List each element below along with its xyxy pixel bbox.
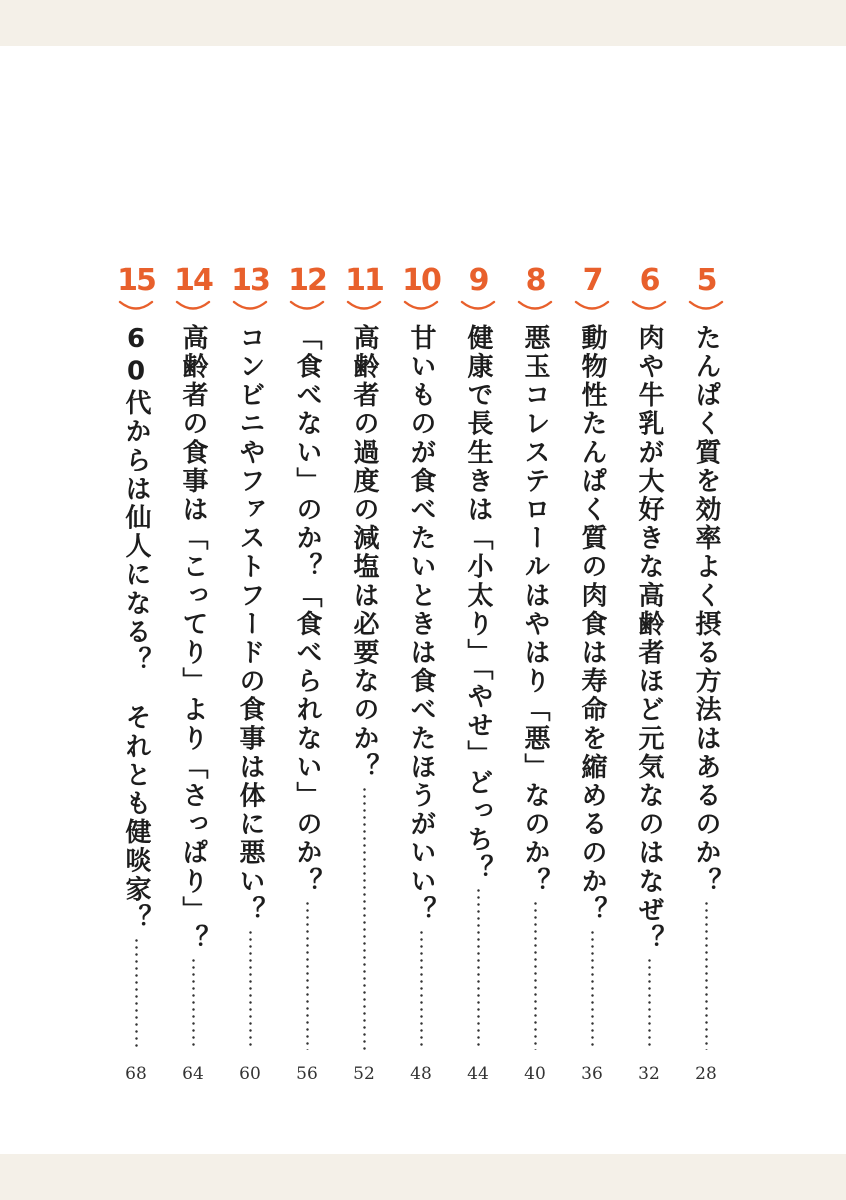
entry-leader-dots [363,786,366,1050]
entry-page-number: 28 [695,1064,717,1084]
entry-page-number: 52 [353,1064,375,1084]
entry-title: 動物性たんぱく質の肉食は寿命を縮めるのか？ [577,324,607,925]
entry-number: 5 [696,263,716,298]
entry-page-number: 44 [467,1064,489,1084]
entry-leader-dots [249,929,252,1050]
toc-entry-6[interactable] [622,264,676,1094]
toc-entry-10[interactable] [394,264,448,1094]
entry-number: 8 [525,263,545,298]
entry-paren-icon [280,300,334,314]
entry-page-number: 32 [638,1064,660,1084]
entry-number: 12 [288,263,326,298]
entry-page-number: 60 [239,1064,261,1084]
toc-entry-9[interactable] [451,264,505,1094]
entry-page-number: 64 [182,1064,204,1084]
toc-entry-12[interactable] [280,264,334,1094]
toc-entry-15[interactable] [109,264,163,1094]
entry-number: 10 [402,263,440,298]
entry-paren-icon [622,300,676,314]
entry-number: 15 [117,263,155,298]
entry-leader-dots [420,929,423,1050]
toc-entry-5[interactable] [679,264,733,1094]
toc-entry-14[interactable] [166,264,220,1094]
entry-title: 60代からは仙人になる？ それとも健啖家？ [121,324,151,933]
entry-page-number: 48 [410,1064,432,1084]
entry-leader-dots [705,900,708,1050]
entry-paren-icon [451,300,505,314]
toc-entry-11[interactable] [337,264,391,1094]
entry-title: 悪玉コレステロールはやはり「悪」なのか？ [520,324,550,896]
toc-entry-8[interactable] [508,264,562,1094]
entry-number: 9 [468,263,488,298]
entry-title: 健康で長生きは「小太り」「やせ」どっち？ [463,324,493,883]
toc-page [0,46,846,1154]
entry-paren-icon [223,300,277,314]
entry-paren-icon [679,300,733,314]
entry-title: 肉や牛乳が大好きな高齢者ほど元気なのはなぜ？ [634,324,664,954]
entry-paren-icon [508,300,562,314]
entry-leader-dots [306,900,309,1050]
entry-title: たんぱく質を効率よく摂る方法はあるのか？ [691,324,721,896]
toc-entry-7[interactable] [565,264,619,1094]
entry-leader-dots [648,957,651,1050]
entry-title: 「食べない」のか？「食べられない」のか？ [292,324,322,896]
entry-leader-dots [477,887,480,1050]
toc-entry-13[interactable] [223,264,277,1094]
entry-paren-icon [394,300,448,314]
entry-page-number: 36 [581,1064,603,1084]
entry-page-number: 68 [125,1064,147,1084]
entry-leader-dots [534,900,537,1050]
entry-leader-dots [192,957,195,1050]
entry-title: 甘いものが食べたいときは食べたほうがいい？ [406,324,436,925]
entry-paren-icon [166,300,220,314]
entry-paren-icon [565,300,619,314]
entry-leader-dots [135,937,138,1050]
entry-paren-icon [109,300,163,314]
entry-title: 高齢者の食事は「こってり」より「さっぱり」？ [178,324,208,954]
entry-leader-dots [591,929,594,1050]
entry-number: 6 [639,263,659,298]
entry-page-number: 40 [524,1064,546,1084]
entry-paren-icon [337,300,391,314]
entry-title: コンビニやファストフードの食事は体に悪い？ [235,324,265,925]
entry-number: 11 [345,263,383,298]
entry-page-number: 56 [296,1064,318,1084]
entry-title: 高齢者の過度の減塩は必要なのか？ [349,324,379,782]
entry-number: 14 [174,263,212,298]
entry-number: 7 [582,263,602,298]
entry-number: 13 [231,263,269,298]
